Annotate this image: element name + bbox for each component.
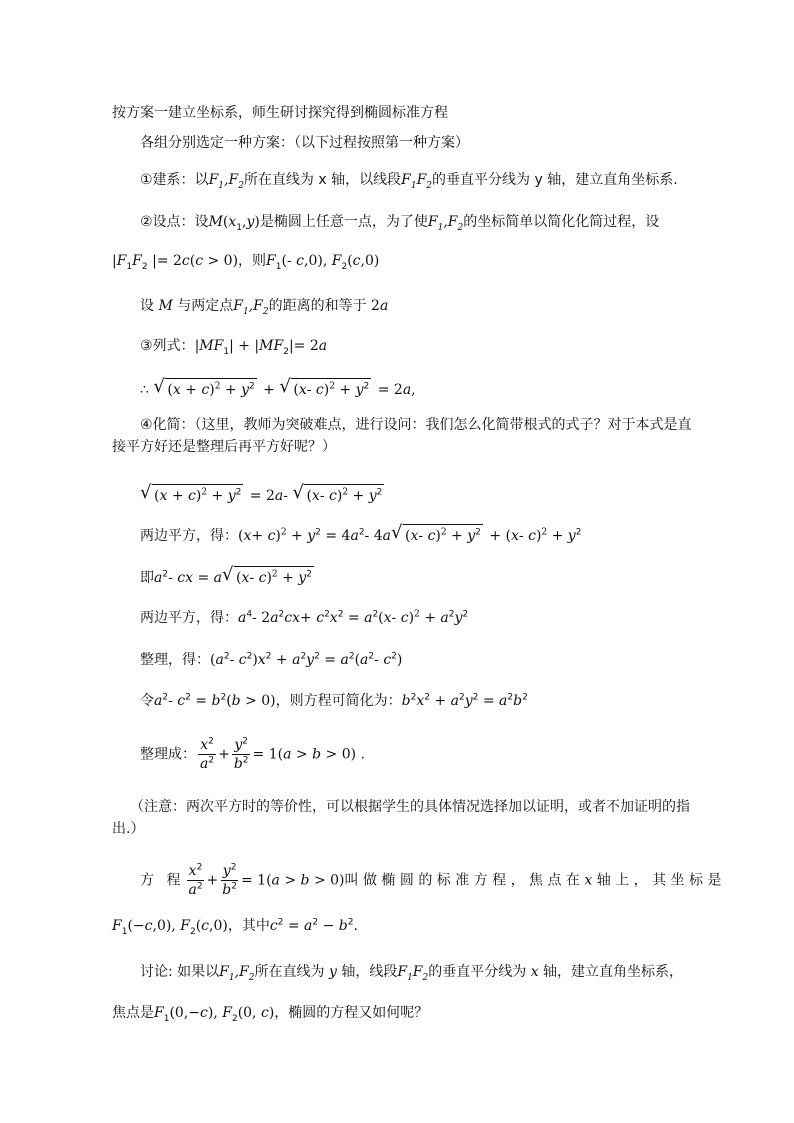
equation-substitute-b: 令$a^2-$ $c^2 = b^2(b > 0)$，则方程可简化为：$b^2x^2 + a^2y^2 = a^2b^2$	[140, 692, 528, 709]
equation-simplified-1: 即$a^2-$ cx = a√ (x- $c)^2 + y^2$	[140, 566, 316, 589]
paragraph-note	[112, 796, 694, 840]
text-two-points: 与两定点	[177, 298, 234, 314]
paragraph-step-4	[112, 414, 694, 458]
paragraph-definition: 方 程 $\frac{x^2}{a^2}$ + $\frac{y^2}{b^2}$ = 1(a > b > 0)叫 做 椭 圆 的 标 准 方 程 ， 焦 点 在 x 轴 上 ， 其 坐 标 是	[140, 862, 722, 898]
math-f1f2: $F_1,F_2$	[208, 172, 244, 191]
text-axis-coords: 轴 上 ， 其 坐 标 是	[596, 872, 722, 889]
text-step2-b: 是椭圆上任意一点，为了使	[259, 214, 428, 230]
text-step1-c: 的垂直平分线为 y 轴，建立直角坐标系.	[432, 172, 678, 188]
text-note: （注意：两次平方时的等价性，可以根据学生的具体情况选择加以证明，或者不加证明的指出.）	[112, 799, 690, 837]
text-question: ，椭圆的方程又如何呢？	[274, 1005, 429, 1021]
math-point-m: M	[208, 214, 223, 230]
text-discuss-a: 讨论: 如果以	[140, 964, 220, 980]
math-f1f2-seg: $F_1F_2$	[401, 172, 433, 191]
paragraph-foci: $F_1(-c,0)$, $F_2(c,0)$，其中$c^2 = a^2 - b^2$.	[112, 917, 358, 937]
equation-sqrt-sum: ∴ √ $(x + c)^2 + y^2$ + √ (x- $c)^2 + y^2 = 2a$,	[140, 378, 416, 401]
equation-square-2: 两边平方，得：$a^4-$ $2a^2cx+ c^2x^2 = a^2(x-$ $c)^2 + a^2y^2$	[140, 609, 469, 626]
equation-isolate: √ $(x + c)^2 + y^2 = 2a-$ √ (x- $c)^2 + y^2$	[140, 484, 386, 507]
text-step2-a: ②设点：设	[140, 214, 209, 230]
text-sum-equals: 的距离的和等于	[268, 298, 367, 314]
equation-arrange: 整理，得：($a^2-$ $c^2)x^2 + a^2y^2 = a^2(a^2-$ $c^2$)	[140, 651, 403, 668]
text-groups: 各组分别选定一种方案：（以下过程按照第一种方案）	[140, 135, 469, 151]
text-simplify: ，则方程可简化为：	[275, 693, 402, 709]
paragraph-intro	[112, 102, 448, 124]
text-discuss-d: 的垂直平分线为	[428, 964, 527, 980]
text-let: 设	[140, 298, 154, 314]
paragraph-step-1	[140, 169, 678, 191]
equation-square-1: 两边平方，得：$(x+ c)^2 + y^2 = 4a^2-$ 4a√ (x- $c)^2 + y^2 + (x-$ $c)^2 + y^2$	[140, 524, 581, 547]
text-foci-are: 焦点是	[112, 1005, 154, 1021]
text-step2-then: ，则	[238, 253, 267, 269]
text-step4: ④化简：（这里，教师为突破难点，进行设问：我们怎么化简带根式的式子？对于本式是直接平方好还是整理后再平方好呢？）	[112, 417, 692, 455]
paragraph-discussion: 讨论: 如果以$F_1,F_2$所在直线为 y 轴，线段$F_1F_2$的垂直平分线为 x 轴，建立直角坐标系，	[140, 964, 684, 983]
text-step1-a: ①建系：以	[140, 172, 209, 188]
paragraph-discussion-cont: 焦点是$F_1(0,-c)$, $F_2(0$, c)，椭圆的方程又如何呢？	[112, 1005, 429, 1024]
paragraph-step-2: ②设点：设$M(x_1,y)$是椭圆上任意一点，为了使$F_1,F_2$的坐标简单以简化化简过程，设	[140, 214, 660, 233]
text-let-2: 令	[140, 693, 154, 709]
paragraph-step-3: ③列式：$|MF_1| + |MF_2|= 2a$	[140, 338, 328, 357]
text-step2-c: 的坐标简单以简化化简过程，设	[463, 214, 660, 230]
text-square-both-1: 两边平方，得：	[140, 528, 238, 544]
text-step1-b: 所在直线为 x 轴，以线段	[243, 172, 402, 188]
paragraph-groups	[140, 132, 469, 154]
text-namely: 即	[140, 570, 154, 586]
text-called-standard: 叫 做 椭 圆 的 标 准 方 程 ， 焦 点 在	[344, 872, 580, 889]
text-step3: ③列式：	[140, 338, 195, 354]
text-discuss-e: 轴，建立直角坐标系，	[543, 964, 684, 980]
equation-standard-form: 整理成： $\frac{x^2}{a^2}$ + $\frac{y^2}{b^2}$ = 1(a > b > 0) .	[140, 736, 365, 772]
text-discuss-c: 轴，线段	[341, 964, 398, 980]
text-arrange-into: 整理成：	[140, 746, 196, 763]
text-discuss-b: 所在直线为	[254, 964, 325, 980]
paragraph-distance-sum: 设 M 与两定点$F_1,F_2$的距离的和等于 2a	[140, 298, 389, 317]
text-where: ，其中	[227, 918, 270, 934]
text-square-both-2: 两边平方，得：	[140, 610, 238, 626]
text-intro: 按方案一建立坐标系，师生研讨探究得到椭圆标准方程	[112, 105, 448, 121]
text-arrange: 整理，得：	[140, 652, 210, 668]
text-equation-word: 方 程	[140, 872, 185, 889]
paragraph-step-2-cont: $|F_1F_2$ |= 2c(c > 0)，则$F_1(-$ c,0), $F_2(c,0)$	[112, 253, 380, 272]
